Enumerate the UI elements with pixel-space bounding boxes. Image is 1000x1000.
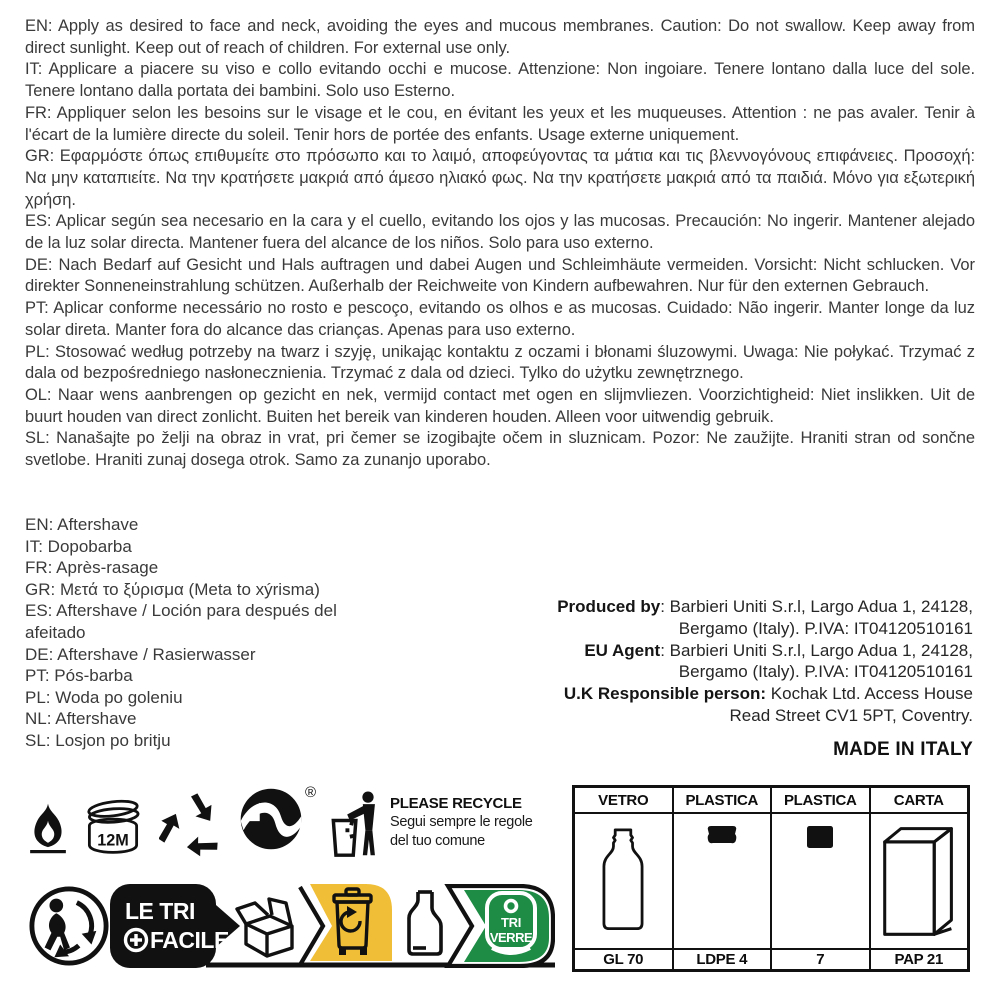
table-cell-plastic-cap <box>673 813 772 949</box>
made-in-italy-label: MADE IN ITALY <box>833 739 973 760</box>
produced-by-text: : Barbieri Uniti S.r.l, Largo Adua 1, 24128, <box>660 597 973 616</box>
plastic-cap-square-icon <box>807 826 833 848</box>
usage-paragraph-sl: SL: Nanašajte po želji na obraz in vrat, pri čemer se izogibajte očem in sluznicam. Pozor: Ne zaužijte. Hraniti stran od sončne svetlobe. Hraniti zunaj dosega otrok. Samo za zunanjo uporabo. <box>25 429 975 470</box>
table-code-ldpe4 <box>673 949 772 970</box>
flammable-icon <box>28 792 68 868</box>
produced-by-label: Produced by <box>557 597 661 616</box>
registered-trademark-mark: ® <box>304 784 316 801</box>
header-label: CARTA <box>893 791 944 809</box>
produced-by-row <box>503 596 973 618</box>
material-sorting-table <box>572 785 970 972</box>
tidy-man-icon <box>329 786 381 862</box>
period-after-opening-label: 12M <box>97 831 129 850</box>
code-label: GL 70 <box>603 951 644 968</box>
produced-by-text2: Bergamo (Italy). P.IVA: IT04120510161 <box>678 618 973 638</box>
product-name-en: EN: Aftershave <box>25 515 139 534</box>
le-tri-label: LE TRI <box>125 898 195 924</box>
bottle-icon <box>409 892 441 954</box>
usage-paragraph-pt: PT: Aplicar conforme necessário no rosto e pescoço, evitando os olhos e as mucosas. Cuidado: Não ingerir. Manter longe da luz solar direta. Manter fora do alcance das crianças. Apenas para uso externo. <box>25 299 975 339</box>
green-dot-icon <box>240 788 302 850</box>
usage-paragraph-de: DE: Nach Bedarf auf Gesicht und Hals auftragen und dabei Augen und Schleimhäute vermeiden. Vorsicht: Nicht schlucken. Vor direkter Sonneneinstrahlung schützen. Außerhalb der Reichweite von Kindern aufbewahren. Nur für den externen Gebrauch. <box>25 255 975 296</box>
recycling-mobius-icon <box>159 790 223 862</box>
produced-by-row2 <box>503 618 973 640</box>
producer-info-block <box>503 596 973 727</box>
product-name-de: DE: Aftershave / Rasierwasser <box>25 644 256 664</box>
please-recycle-line1: Segui sempre le regole <box>390 814 533 830</box>
table-cell-plastic-cap-square <box>771 813 870 949</box>
eu-agent-text2: Bergamo (Italy). P.IVA: IT04120510161 <box>678 662 973 682</box>
table-header-carta <box>870 787 969 813</box>
eu-agent-row <box>503 640 973 662</box>
table-cell-cardboard-box <box>870 813 969 949</box>
table-code-pap21 <box>870 949 969 970</box>
eu-agent-label: EU Agent <box>584 640 661 660</box>
product-name-pt: PT: Pós-barba <box>25 666 133 686</box>
usage-paragraph-it: IT: Applicare a piacere su viso e collo evitando occhi e mucose. Attenzione: Non ingoiare. Tenere lontano dalla luce del sole. Tenere lontano dalla portata dei bambini. Solo uso Esterno. <box>25 60 975 101</box>
facile-label: FACILE <box>150 927 229 953</box>
uk-responsible-text: Kochak Ltd. Access House <box>766 684 973 704</box>
sorting-band-row <box>28 884 555 968</box>
le-tri-facile-band <box>110 884 555 968</box>
product-name-sl: SL: Losjon po britju <box>25 730 171 750</box>
usage-paragraph-pl: PL: Stosować według potrzeby na twarz i szyję, unikając kontaktu z oczami i błonami śluzowymi. Uwaga: Nie połykać. Trzymać z dala od bezpośredniego nasłonecznienia. Trzymać z dala od dzieci. Tylko do użytku zewnętrznego. <box>25 342 975 383</box>
usage-paragraph-gr: GR: Εφαρμόστε όπως επιθυμείτε στο πρόσωπο και το λαιμό, αποφεύγοντας τα μάτια και τις βλεννογόνους επιφάνειες. Προσοχή: Να μην καταπιείτε. Να την κρατήσετε μακριά από άμεσο ηλιακό φως. Να την κρατήσετε μακριά από τα παιδιά. Μόνο για εξωτερική χρήση. <box>25 147 975 209</box>
verre-label: VERRE <box>489 930 533 945</box>
header-label: VETRO <box>598 791 649 809</box>
table-header-vetro <box>574 787 673 813</box>
please-recycle-line2: del tuo comune <box>390 833 485 849</box>
table-header-plastica-1 <box>673 787 772 813</box>
please-recycle-note <box>390 786 560 851</box>
green-dot-wrap <box>240 784 316 855</box>
table-code-gl70 <box>574 949 673 970</box>
tri-label: TRI <box>500 915 522 930</box>
product-name-es: ES: Aftershave / Loción para después del afeitado <box>25 601 337 642</box>
eu-agent-row2 <box>503 661 973 683</box>
usage-paragraph-en: EN: Apply as desired to face and neck, avoiding the eyes and mucous membranes. Caution: Do not swallow. Keep away from direct sunlight. Keep out of reach of children. For external use only. <box>25 17 975 57</box>
cardboard-box-icon <box>879 820 959 942</box>
uk-responsible-label: U.K Responsible person: <box>563 684 767 704</box>
product-name-list <box>25 514 363 752</box>
eu-agent-text: : Barbieri Uniti S.r.l, Largo Adua 1, 24128, <box>660 640 973 660</box>
product-name-gr: GR: Μετά το ξύρισμα (Meta to xýrisma) <box>25 579 320 599</box>
uk-responsible-row2 <box>503 705 973 727</box>
le-tri-facile-block <box>110 884 240 968</box>
code-label: 7 <box>816 951 825 968</box>
code-label: LDPE 4 <box>696 951 748 968</box>
green-glass-segment <box>448 886 553 966</box>
usage-paragraph-nl: OL: Naar wens aanbrengen op gezicht en nek, vermijd contact met ogen en slijmvliezen. Voorzichtigheid: Niet inslikken. Uit de buurt houden van direct zonlicht. Buiten het bereik van kinderen houden. Alleen voor uitwendig gebruik. <box>25 385 975 426</box>
product-name-pl: PL: Woda po goleniu <box>25 687 183 707</box>
cardboard-box-icon <box>237 899 292 956</box>
code-label: PAP 21 <box>894 951 943 968</box>
product-name-nl: NL: Aftershave <box>25 709 137 729</box>
uk-responsible-row <box>503 683 973 705</box>
usage-paragraph-fr: FR: Appliquer selon les besoins sur le visage et le cou, en évitant les yeux et les muqueuses. Attention : ne pas avaler. Tenir à l'écart de la lumière directe du soleil. Tenir hors de portée des enfants. Usage externe uniquement. <box>25 103 975 144</box>
header-label: PLASTICA <box>685 791 759 809</box>
table-cell-glass-bottle <box>574 813 673 949</box>
table-header-plastica-2 <box>771 787 870 813</box>
uk-responsible-text2: Read Street CV1 5PT, Coventry. <box>729 705 973 725</box>
usage-paragraph-es: ES: Aplicar según sea necesario en la cara y el cuello, evitando los ojos y las mucosas. Precaución: No ingerir. Mantener alejado de la luz solar directa. Mantener fuera del alcance de los niños. Solo para uso externo. <box>25 212 975 253</box>
period-after-opening-12m-icon <box>82 795 144 861</box>
table-code-7 <box>771 949 870 970</box>
header-label: PLASTICA <box>783 791 857 809</box>
plastic-cap-icon <box>707 826 737 844</box>
usage-instructions-block <box>25 16 975 472</box>
please-recycle-title: PLEASE RECYCLE <box>390 795 522 812</box>
triman-icon <box>28 884 110 968</box>
product-name-it: IT: Dopobarba <box>25 536 132 556</box>
symbols-row <box>28 786 560 870</box>
product-name-fr: FR: Après-rasage <box>25 558 159 578</box>
glass-bottle-icon <box>597 820 649 942</box>
